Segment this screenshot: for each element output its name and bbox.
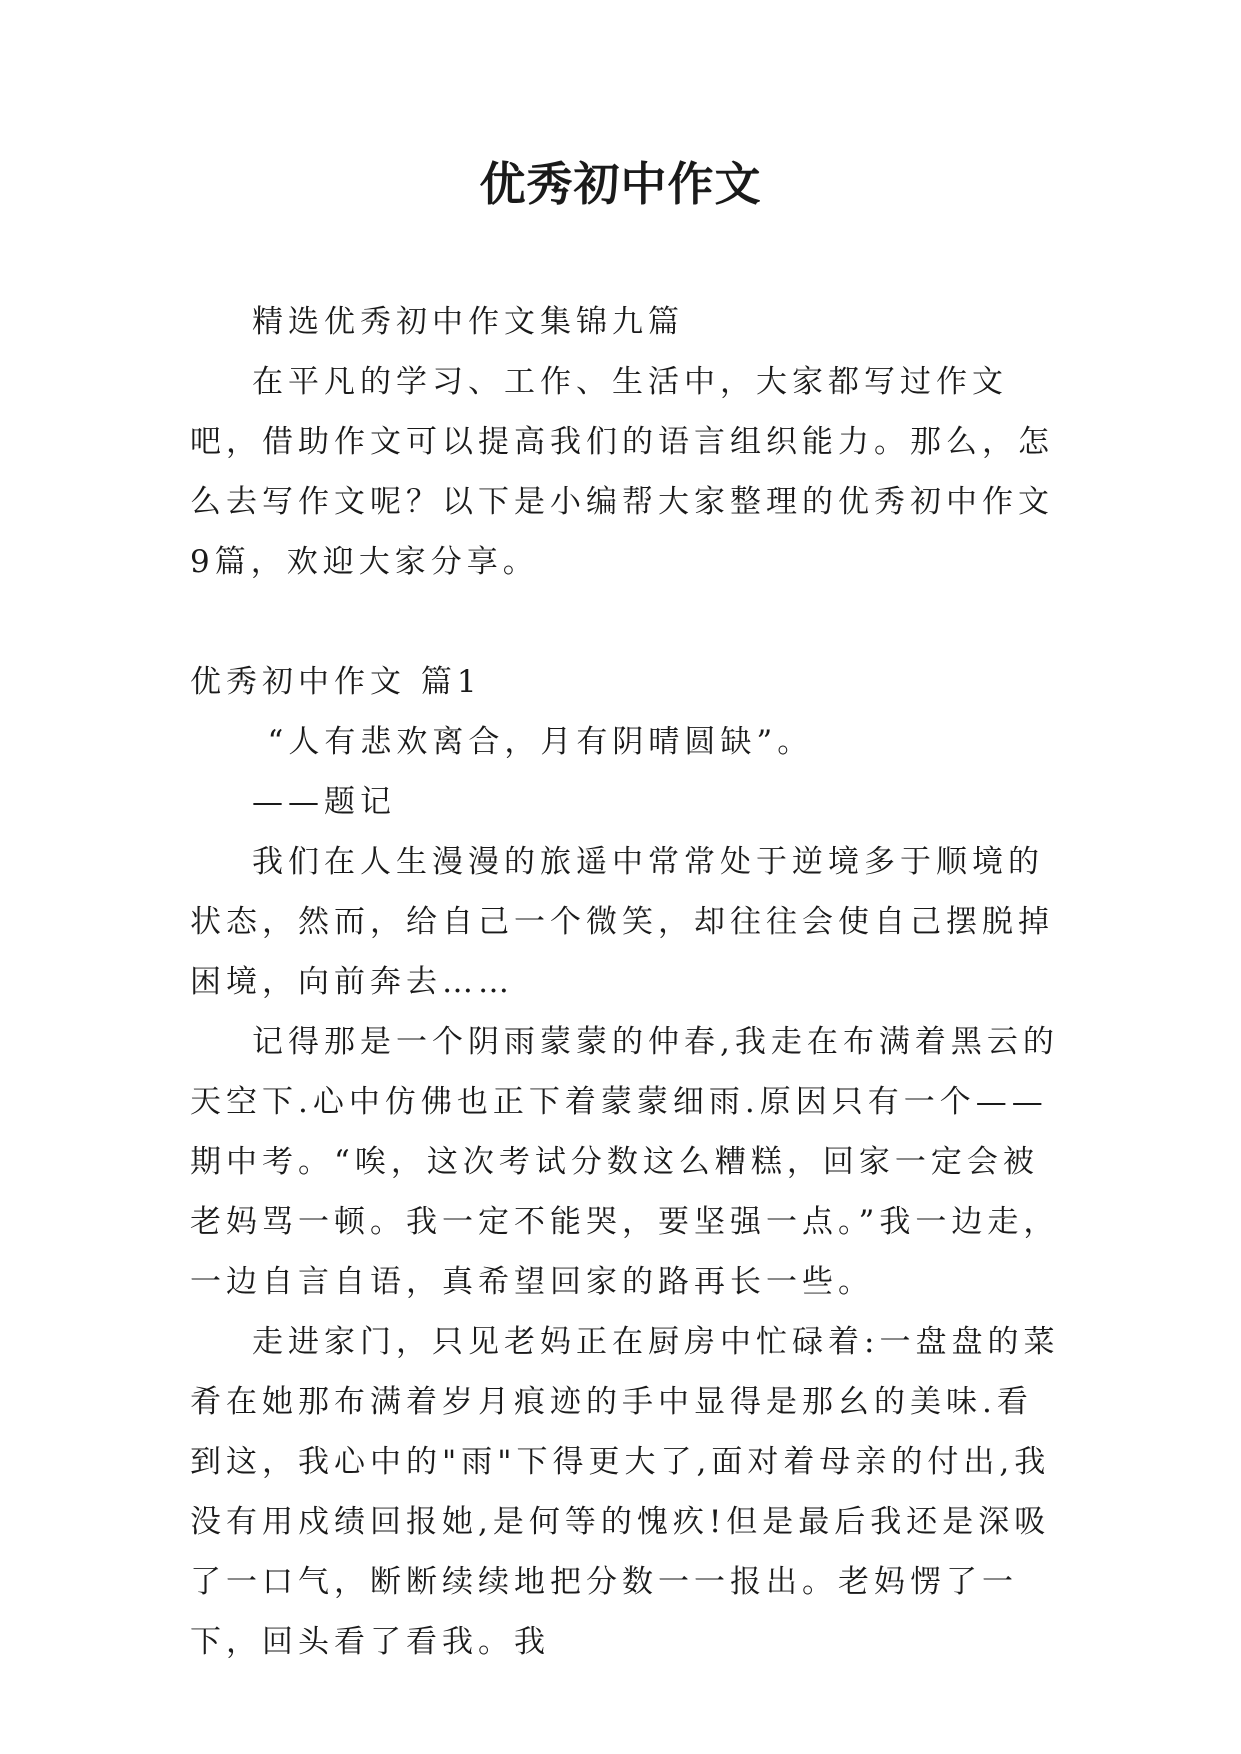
section-heading: 优秀初中作文 篇1	[190, 664, 482, 700]
body-paragraph-2: 记得那是一个阴雨蒙蒙的仲春,我走在布满着黑云的天空下.心中仿佛也正下着蒙蒙细雨.原因只有一个——期中考。“唉，这次考试分数这么糟糕，回家一定会被老妈骂一顿。我一定不能哭，要坚强一点。”我一边走，一边自言自语，真希望回家的路再长一些。	[190, 1024, 1060, 1300]
epigraph-quote: “人有悲欢离合，月有阴晴圆缺”。	[267, 724, 814, 760]
body-paragraph-3: 走进家门，只见老妈正在厨房中忙碌着:一盘盘的菜肴在她那布满着岁月痕迹的手中显得是那幺的美味.看到这，我心中的"雨"下得更大了,面对着母亲的付出,我没有用戍绩回报她,是何等的愧疚!但是最后我还是深吸了一口气，断断续续地把分数一一报出。老妈愣了一下，回头看了看我。我	[190, 1324, 1060, 1660]
intro-title: 精选优秀初中作文集锦九篇	[252, 304, 684, 340]
intro-paragraph: 在平凡的学习、工作、生活中，大家都写过作文吧，借助作文可以提高我们的语言组织能力。那么，怎么去写作文呢？以下是小编帮大家整理的优秀初中作文9篇，欢迎大家分享。	[190, 364, 1054, 580]
epigraph-source: ——题记	[252, 784, 396, 820]
document-body	[190, 292, 1060, 1672]
document-title: 优秀初中作文	[479, 157, 762, 211]
body-paragraph-1: 我们在人生漫漫的旅遥中常常处于逆境多于顺境的状态，然而，给自己一个微笑，却往往会使自己摆脱掉困境，向前奔去……	[190, 844, 1054, 1000]
